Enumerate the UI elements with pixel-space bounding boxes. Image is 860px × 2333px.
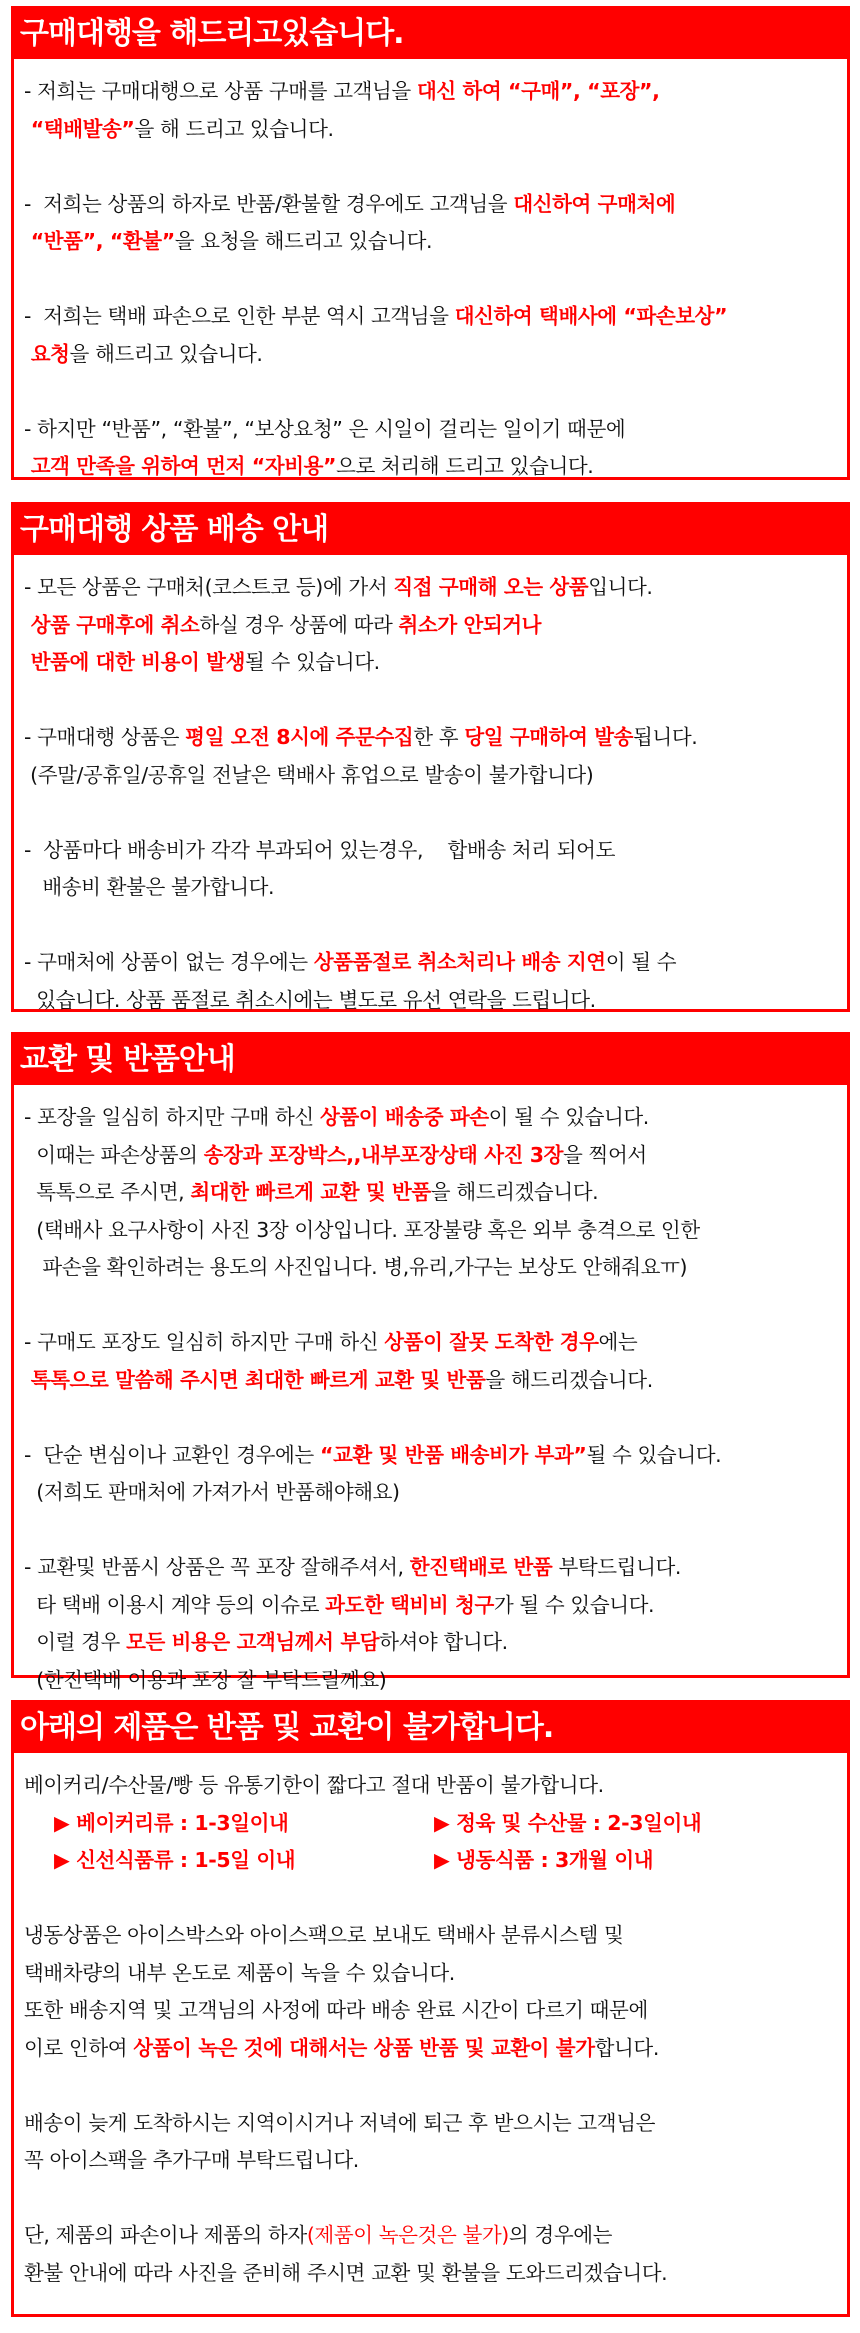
highlight-text: 반품에 대한 비용이 발생: [24, 650, 245, 674]
body-text: 을 해드리겠습니다.: [430, 1180, 599, 1204]
section-body: [14, 555, 847, 1029]
body-text: 을 해드리고 있습니다.: [69, 341, 263, 366]
section-body: [14, 1753, 847, 2302]
text-line: [24, 869, 837, 907]
highlight-text: 최대한 빠르게 교환 및 반품: [190, 1180, 431, 1204]
text-line: [24, 944, 837, 982]
paragraph: [24, 832, 837, 907]
section-body: [14, 59, 847, 496]
body-text: 을 해드리겠습니다.: [485, 1367, 653, 1392]
body-text: 배송이 늦게 도착하시는 지역이시거나 저녁에 퇴근 후 받으시는 고객님은: [24, 2110, 656, 2135]
text-line: [24, 448, 837, 486]
highlight-text: 톡톡으로 말씀해 주시면 최대한 빠르게 교환 및 반품: [24, 1367, 486, 1392]
highlight-text: 상품이 배송중 파손: [319, 1105, 489, 1129]
body-text: 배송비 환불은 불가합니다.: [24, 875, 275, 899]
paragraph: [24, 1549, 837, 1699]
highlight-text: 상품이 잘못 도착한 경우: [384, 1330, 599, 1354]
paragraph: [24, 2105, 837, 2180]
text-line: [24, 411, 837, 449]
body-text: 하셔야 합니다.: [379, 1630, 508, 1654]
text-line: [24, 719, 837, 757]
intro-line: 베이커리/수산물/빵 등 유통기한이 짧다고 절대 반품이 불가합니다.: [24, 1773, 604, 1797]
text-line: [24, 223, 837, 261]
text-line: [24, 1174, 837, 1212]
body-text: 될 수 있습니다.: [244, 650, 380, 674]
body-text: 입니다.: [588, 575, 653, 599]
body-text: 의 경우에는: [508, 2223, 613, 2247]
body-text: (한진택배 이용과 포장 잘 부탁드릴께요): [24, 1667, 387, 1692]
highlight-text: 대신 하여 “구매”, “포장”,: [416, 79, 660, 103]
highlight-text: 취소가 안되거나: [398, 612, 542, 637]
exchange-return-section: [11, 1032, 850, 1692]
body-text: - 교환및 반품시 상품은 꼭 포장 잘해주셔서,: [24, 1555, 410, 1579]
highlight-text: 과도한 택비비 청구: [325, 1592, 494, 1617]
text-line: [24, 1099, 837, 1137]
body-text: 이럴 경우: [24, 1630, 127, 1654]
section-title: 구매대행을 해드리고있습니다.: [14, 9, 847, 59]
body-text: 을 요청을 해드리고 있습니다.: [174, 229, 433, 253]
body-text: 하실 경우 상품에 따라: [199, 612, 399, 637]
frozen-notice: [24, 1917, 837, 2292]
body-text: 또한 배송지역 및 고객님의 사정에 따라 배송 완료 시간이 다르기 때문에: [24, 1998, 648, 2022]
highlight-text: 상품이 녹은 것에 대해서는 상품 반품 및 교환이 불가: [133, 2035, 595, 2060]
body-text: - 포장을 일심히 하지만 구매 하신: [24, 1105, 320, 1129]
text-line: [24, 1249, 837, 1287]
text-line: [24, 298, 837, 336]
body-text: 꼭 아이스팩을 추가구매 부탁드립니다.: [24, 2148, 359, 2172]
body-text: 합니다.: [594, 2035, 659, 2060]
body-text: - 구매도 포장도 일심히 하지만 구매 하신: [24, 1330, 385, 1354]
text-line: [24, 644, 837, 682]
highlight-text: 고객 만족을 위하여 먼저 “자비용”: [24, 454, 337, 478]
paragraph: [24, 186, 837, 261]
body-text: - 구매처에 상품이 없는 경우에는: [24, 950, 314, 974]
text-line: [24, 2030, 837, 2068]
body-text: 파손을 확인하려는 용도의 사진입니다. 병,유리,가구는 보상도 안해줘요ㅠ): [24, 1255, 688, 1279]
body-text: (저희도 판매처에 가져가서 반품해야해요): [24, 1480, 400, 1504]
text-line: [24, 186, 837, 224]
body-text: 됩니다.: [633, 725, 698, 749]
body-text: - 하지만 “반품”, “환불”, “보상요청” 은 시일이 걸리는 일이기 때문에: [24, 416, 626, 441]
text-line: [24, 1212, 837, 1250]
body-text: 타 택배 이용시 계약 등의 이슈로: [24, 1592, 326, 1617]
body-text: 한 후: [413, 725, 465, 749]
body-text: - 단순 변심이나 교환인 경우에는: [24, 1442, 320, 1467]
body-text: 환불 안내에 따라 사진을 준비해 주시면 교환 및 환불을 도와드리겠습니다.: [24, 2260, 668, 2285]
body-text: - 구매대행 상품은: [24, 725, 186, 749]
text-line: [24, 1955, 837, 1993]
text-line: [24, 2255, 837, 2293]
paragraph: [24, 2217, 837, 2292]
text-line: [24, 336, 837, 374]
highlight-text: 상품품절로 취소처리나 배송 지연: [313, 950, 606, 974]
highlight-text: 대신하여 택배사에 “파손보상”: [454, 304, 728, 328]
body-text: (택배사 요구사항이 사진 3장 이상입니다. 포장불량 혹은 외부 충격으로 인한: [24, 1217, 700, 1242]
highlight-text: 대신하여 구매처에: [513, 191, 676, 216]
body-text: - 저희는 구매대행으로 상품 구매를 고객님을: [24, 79, 417, 103]
highlight-text: 당일 구매하여 발송: [464, 725, 634, 749]
text-line: [24, 2142, 837, 2180]
highlight-text: 모든 비용은 고객님께서 부담: [126, 1630, 380, 1654]
section-body: [14, 1085, 847, 1709]
body-text: 으로 처리해 드리고 있습니다.: [336, 454, 594, 478]
highlight-text: 요청: [24, 341, 70, 366]
paragraph: [24, 298, 837, 373]
text-line: [24, 607, 837, 645]
text-line: [24, 111, 837, 149]
shelf-life-item: ▶ 정육 및 수산물 : 2-3일이내: [434, 1810, 702, 1835]
highlight-text: 한진택배로 반품: [409, 1555, 553, 1579]
body-text: 이때는 파손상품의: [24, 1142, 204, 1167]
body-text: 될 수 있습니다.: [586, 1442, 722, 1467]
body-text: 이 될 수: [605, 950, 677, 974]
body-text: - 상품마다 배송비가 각각 부과되어 있는경우, 합배송 처리 되어도: [24, 837, 615, 862]
paragraph: [24, 1917, 837, 2067]
body-text: 에는: [598, 1330, 638, 1354]
section-title: 교환 및 반품안내: [14, 1035, 847, 1085]
paragraph: [24, 411, 837, 486]
text-line: [24, 1549, 837, 1587]
shelf-life-item: ▶ 냉동식품 : 3개월 이내: [434, 1848, 654, 1872]
non-returnable-section: [11, 1700, 850, 2317]
body-text: 가 될 수 있습니다.: [493, 1592, 655, 1617]
text-line: [24, 2105, 837, 2143]
purchase-agency-section: [11, 6, 850, 480]
paragraph: [24, 1324, 837, 1399]
paragraph: [24, 569, 837, 682]
text-line: [24, 1324, 837, 1362]
section-title: 구매대행 상품 배송 안내: [14, 505, 847, 555]
shelf-life-list: [24, 1805, 837, 1880]
text-line: [24, 1474, 837, 1512]
body-text: 이로 인하여: [24, 2035, 134, 2060]
highlight-text: (제품이 녹은것은 불가): [306, 2223, 509, 2247]
body-text: 톡톡으로 주시면,: [24, 1180, 191, 1204]
text-line: [24, 569, 837, 607]
highlight-text: 상품 구매후에 취소: [24, 612, 200, 637]
text-line: [24, 1624, 837, 1662]
text-line: [24, 1137, 837, 1175]
highlight-text: 평일 오전 8시에 주문수집: [185, 725, 414, 749]
shelf-life-item: ▶ 신선식품류 : 1-5일 이내: [54, 1848, 296, 1872]
body-text: - 저희는 택배 파손으로 인한 부분 역시 고객님을: [24, 304, 455, 328]
body-text: - 저희는 상품의 하자로 반품/환불할 경우에도 고객님을: [24, 191, 514, 216]
body-text: 있습니다. 상품 품절로 취소시에는 별도로 유선 연락을 드립니다.: [24, 987, 596, 1012]
body-text: 택배차량의 내부 온도로 제품이 녹을 수 있습니다.: [24, 1960, 455, 1985]
text-line: [24, 1362, 837, 1400]
highlight-text: “교환 및 반품 배송비가 부과”: [319, 1442, 587, 1467]
text-line: [24, 1662, 837, 1700]
body-text: 냉동상품은 아이스박스와 아이스팩으로 보내도 택배사 분류시스템 및: [24, 1923, 624, 1947]
body-text: 을 찍어서: [563, 1142, 647, 1167]
text-line: [24, 982, 837, 1020]
shipping-info-section: [11, 502, 850, 1012]
text-line: [24, 73, 837, 111]
body-text: - 모든 상품은 구매처(코스트코 등)에 가서: [24, 575, 394, 599]
paragraph: [24, 73, 837, 148]
text-line: [24, 1587, 837, 1625]
text-line: [24, 1437, 837, 1475]
text-line: [24, 832, 837, 870]
body-text: 단, 제품의 파손이나 제품의 하자: [24, 2223, 307, 2247]
paragraph: [24, 944, 837, 1019]
shelf-life-item: ▶ 베이커리류 : 1-3일이내: [54, 1810, 289, 1835]
paragraph: [24, 1099, 837, 1287]
body-text: (주말/공휴일/공휴일 전날은 택배사 휴업으로 발송이 불가합니다): [24, 762, 594, 787]
highlight-text: “반품”, “환불”: [24, 229, 175, 253]
body-text: 이 될 수 있습니다.: [488, 1105, 649, 1129]
text-line: [24, 1992, 837, 2030]
highlight-text: 송장과 포장박스,,내부포장상태 사진 3장: [203, 1142, 564, 1167]
section-title: 아래의 제품은 반품 및 교환이 불가합니다.: [14, 1703, 847, 1753]
body-text: 부탁드립니다.: [552, 1555, 681, 1579]
paragraph: [24, 1437, 837, 1512]
paragraph: [24, 719, 837, 794]
body-text: 을 해 드리고 있습니다.: [134, 116, 334, 141]
text-line: [24, 757, 837, 795]
text-line: [24, 1917, 837, 1955]
text-line: [24, 2217, 837, 2255]
highlight-text: “택배발송”: [24, 116, 135, 141]
highlight-text: 직접 구매해 오는 상품: [393, 575, 589, 599]
